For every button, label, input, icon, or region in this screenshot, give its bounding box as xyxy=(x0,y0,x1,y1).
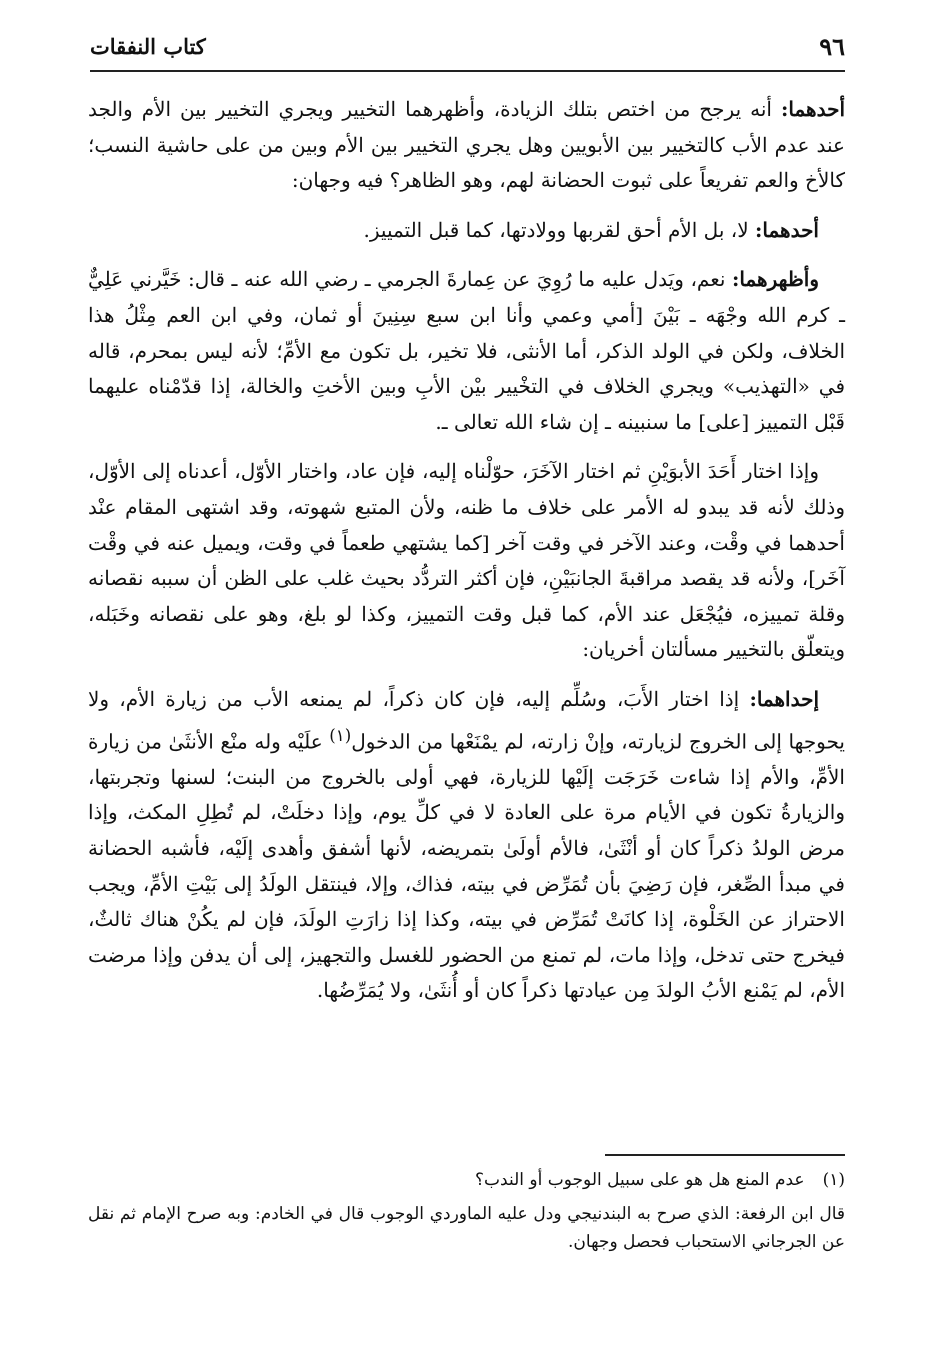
footnote-1 xyxy=(88,1166,845,1194)
paragraph-lead: أحدهما: xyxy=(781,97,846,121)
footnote-text: عدم المنع هل هو على سبيل الوجوب أو الندب؟ xyxy=(475,1170,805,1190)
page-header xyxy=(90,30,845,72)
paragraph-lead: إحداهما: xyxy=(749,686,820,711)
paragraph-text-continued: علَيْه وله منْع الأنثَىٰ من زيارة الأمِّ، والأم إذا شاءت خَرَجَت إلَيْها للزيارة، فهي أولى بالخروج من البنت؛ لسنها وتجربتها، والزيارةُ تكون في الأيام مرة على العادة لا في كلِّ يوم، وإذا دخلَتْ، لم تُطِلِ المكث، وإذا مرض الولدُ ذكراً كان أو أنْثَىٰ، فالأم أولَىٰ بتمريضه، لأنها أشفق وأهدى إلَيْه، فأشبه الحضانة في مبدأ الصِّغر، فإن رَضِيَ بأن تُمَرِّض في بيته، فذاك، وإلا، فينتقل الولَدُ إلى بَيْتِ الأمِّ، ويجب الاحتراز عن الخَلْوة، إذا كانَتْ تُمَرِّض في بيته، وكذا إذا زارَتِ الولَدَ، فإن لم يكُنْ هناك ثالثٌ، فيخرج حتى تدخل، وإذا مات، لم تمنع من الحضور للغسل والتجهيز، إلى أن يدفن وإذا مرضت الأم، لم يَمْنع الأبُ الولدَ مِن عيادتها ذكراً كان أو أُنثَىٰ، ولا يُمَرِّضُها. xyxy=(88,729,845,1003)
paragraph-text: أنه يرجح من اختص بتلك الزيادة، وأظهرهما التخيير ويجري التخيير بين الأم والجد عند عدم الأب كالتخيير بين الأبويين وهل يجري التخيير بين الأم وبين من على حاشية النسب؛ كالأخ والعم تفريعاً على ثبوت الحضانة لهم، وهو الظاهر؟ فيه وجهان: xyxy=(88,97,845,193)
page-number: ٩٦ xyxy=(819,32,845,61)
paragraph-1 xyxy=(88,92,845,199)
paragraph-3 xyxy=(88,262,845,440)
paragraph-lead: أحدهما: xyxy=(754,217,819,242)
paragraph-text: وإذا اختار أَحَدَ الأبوَيْنِ ثم اختار الآخَرَ، حوّلْناه إليه، فإن عاد، واختار الأوّل، أعدناه إلى الأوّل، وذلك لأنه قد يبدو له الأمر على خلاف ما ظنه، ولأن المتبع شهوته، وقد اشتهى المقام عنْد أحدهما في وقْت، وعند الآخر في وقت آخر [كما يشتهي طعماً في وقت، ويميل عنه في وقْت آخَر]، ولأنه قد يقصد مراقبةَ الجانبَيْنِ، فإن أكثر التردُّد بحيث غلب على الظن أن سببه نقصانه وقلة تمييزه، فيُجْعَل عند الأم، كما قبل وقت التمييز، وكذا لو بلغ، وهو على نقصانه وخَبَله، ويتعلّق بالتخيير مسألتان أخريان: xyxy=(88,459,845,662)
footnote-number: (١) xyxy=(822,1170,845,1190)
main-text xyxy=(88,92,845,1009)
paragraph-lead: وأظهرهما: xyxy=(732,267,819,292)
paragraph-text: لا، بل الأم أحق لقربها وولادتها، كما قبل التمييز. xyxy=(363,217,749,242)
paragraph-4 xyxy=(88,454,845,668)
paragraph-text: إذا اختار الأَبَ، وسُلِّم إليه، فإن كان ذكراً، لم يمنعه الأب من زيارة الأم، ولا يحوجها إلى الخروج لزيارته، وإنْ زارته، لم يمْنَعْها من الدخول xyxy=(88,686,845,754)
paragraph-text: نعم، ويَدل عليه ما رُوِيَ عن عِمارةَ الجرمي ـ رضي الله عنه ـ قال: خَيَّرني عَلِيٌّ ـ كرم الله وجْهَه ـ بَيْنَ [أمي وعمي وأنا ابن سبع سِنِينَ أو ثمان، وفي ابن العم مِثْلُ هذا الخلاف، ولكن في الولد الذكر، أما الأنثى، فلا تخير، بل تكون مع الأمِّ؛ لأنه ليس بمحرم، قاله في «التهذيب» ويجري الخلاف في التخْيير بيْن الأبِ وبين الأختِ والخالة، إذا قدّمْناه عليهما قَبْل التمييز [على] ما سنبينه ـ إن شاء الله تعالى ـ. xyxy=(88,267,845,434)
paragraph-2 xyxy=(88,213,845,249)
footnotes xyxy=(88,1166,845,1256)
paragraph-5 xyxy=(88,682,845,1009)
footnote-reference[interactable]: (١) xyxy=(329,725,352,745)
running-title: كتاب النفقات xyxy=(90,34,206,59)
footnote-1-continuation: قال ابن الرفعة: الذي صرح به البندنيجي ودل عليه الماوردي الوجوب قال في الخادم: وبه صرح الإمام ثم نقل عن الجرجاني الاستحباب فحصل وجهان. xyxy=(88,1204,845,1252)
footnote-divider xyxy=(605,1154,845,1156)
